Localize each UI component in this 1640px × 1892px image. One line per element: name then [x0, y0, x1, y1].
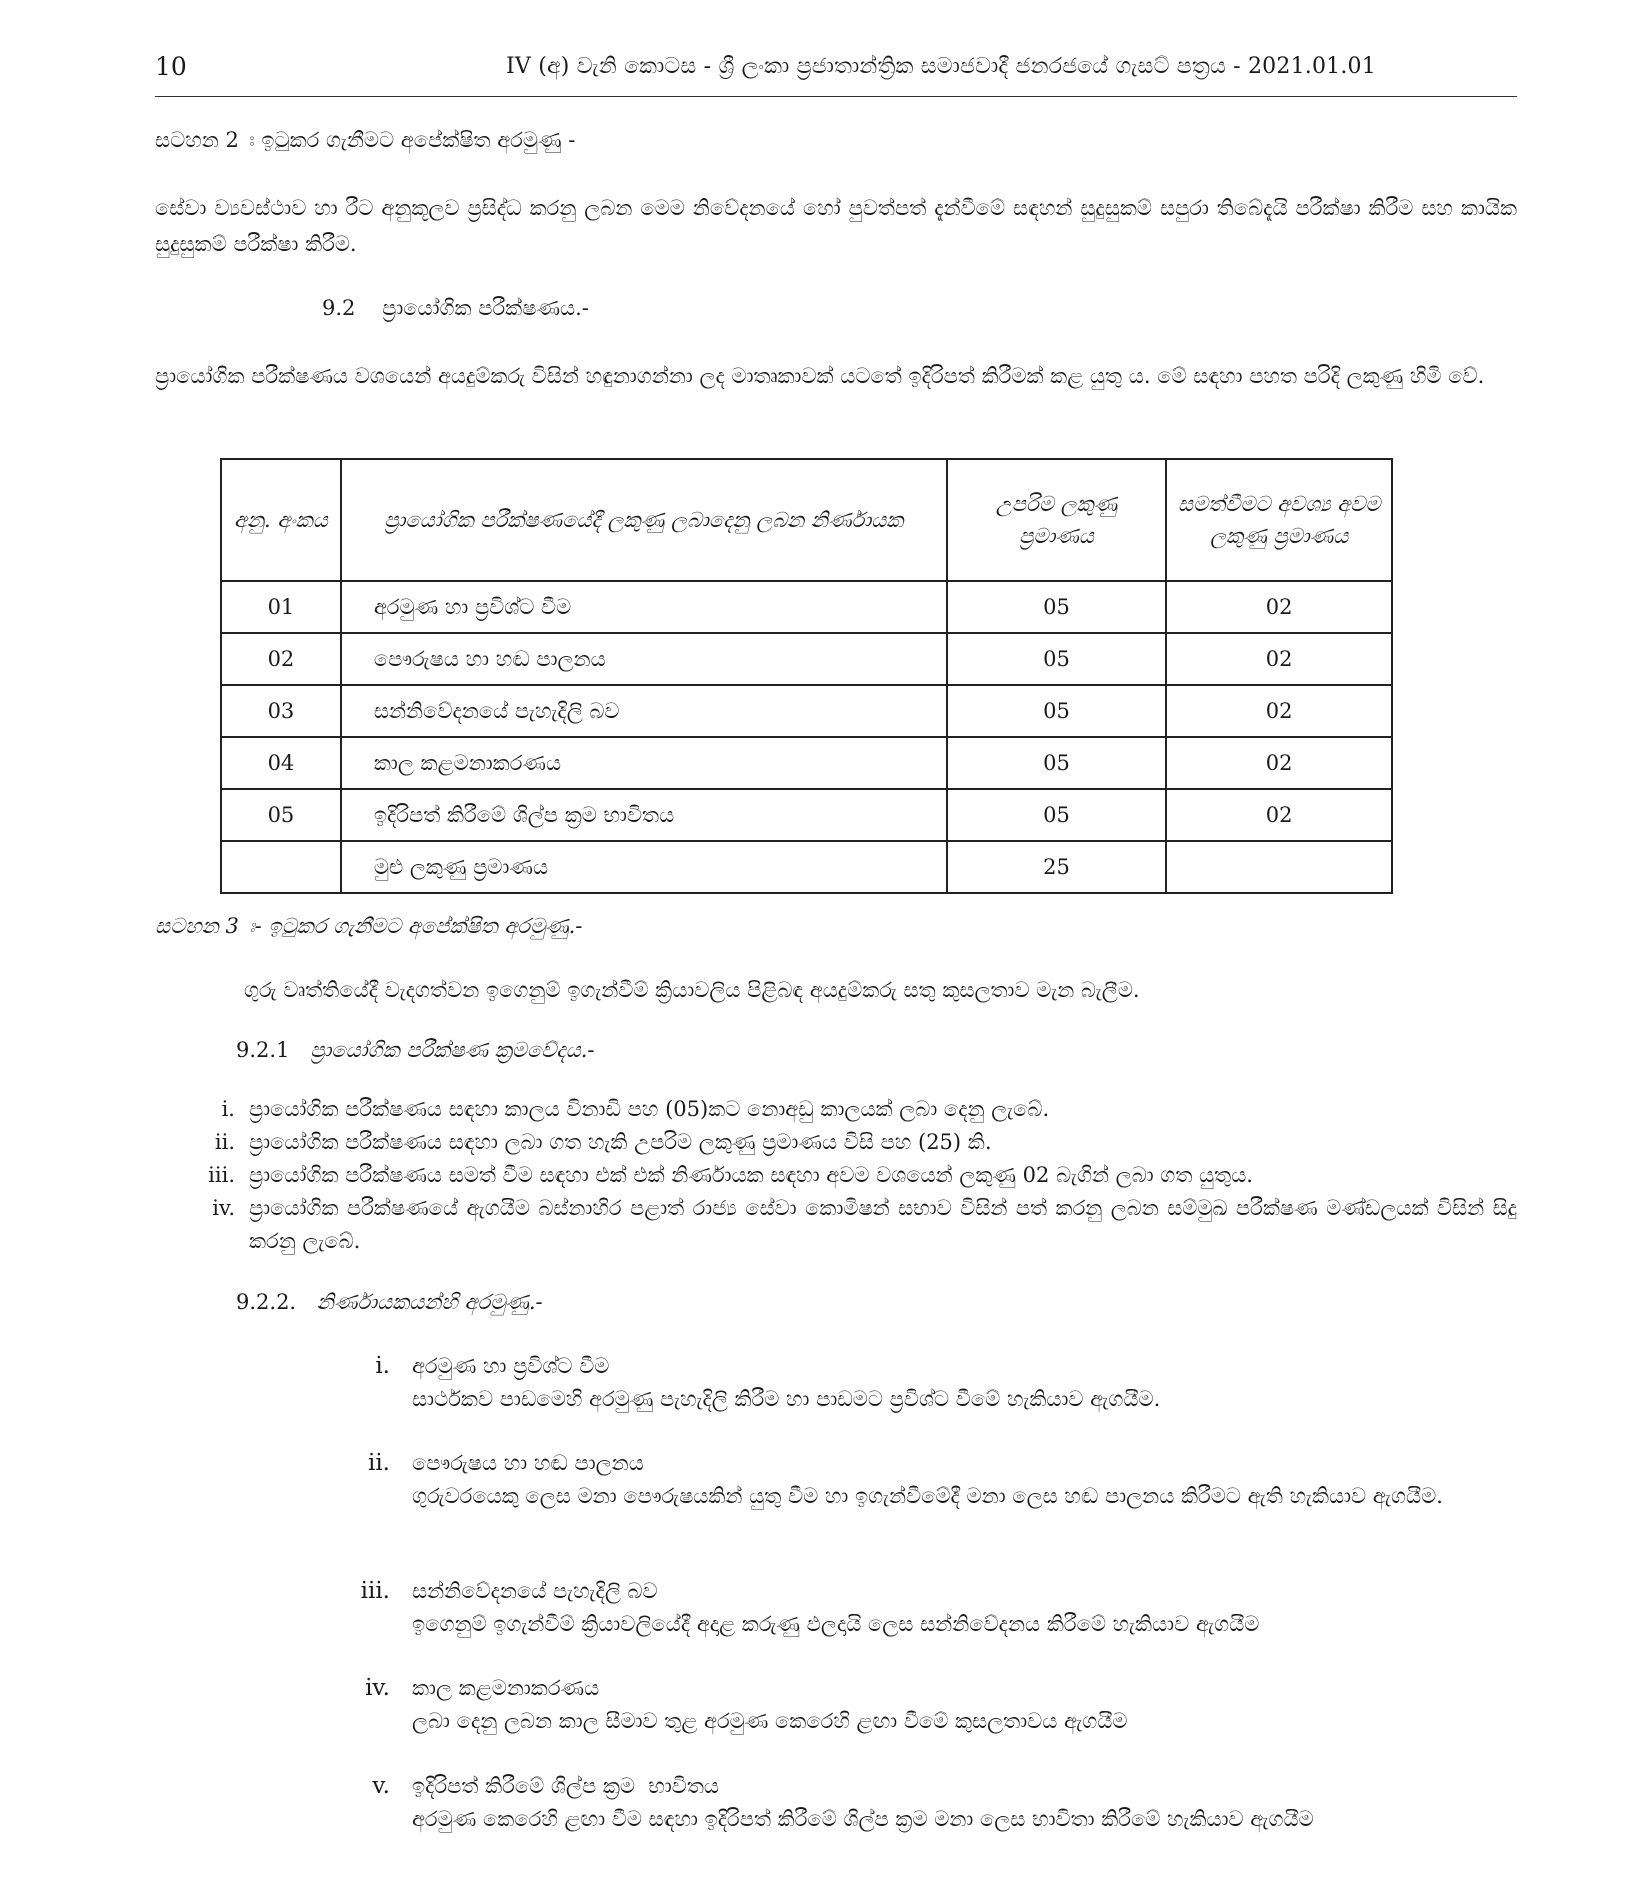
list-item-text: ප්‍රායෝගික පරීක්ෂණයේ ඇගයීම බස්නාහිර පළාත් රාජ්‍ය සේවා කොමිෂන් සභාව විසින් පත් කරනු ලබන සම්මුඛ පරීක්ෂණ මණ්ඩලයක් විසින් සිදු කරනු ලැබේ. [249, 1196, 1517, 1253]
list-item-text: ප්‍රායෝගික පරීක්ෂණය සමත් වීම සඳහා එක් එක් නිර්ණායක සඳහා අවම වශයෙන් ලකුණු 02 බැගින් ලබා ගත යුතුය. [249, 1163, 1253, 1187]
list-item-text: ප්‍රායෝගික පරීක්ෂණය සඳහා ලබා ගත හැකි උපරිම ලකුණු ප්‍රමාණය විසි පහ (25) කි. [249, 1130, 992, 1154]
table-row [221, 737, 1392, 789]
table-header-row [221, 459, 1392, 581]
cell-total-label: මුළු ලකුණු ප්‍රමාණය [341, 841, 947, 893]
section-9-2-1-heading [236, 1032, 594, 1068]
criteria-title: පෞරුෂය හා හඬ පාලනය [412, 1451, 644, 1475]
cell-min-marks: 02 [1166, 737, 1392, 789]
section-9-2-2-heading [236, 1284, 543, 1320]
criteria-title: ඉදිරිපත් කිරීමේ ශිල්ප ක්‍රම භාවිතය [412, 1774, 720, 1798]
criteria-item [330, 1770, 1517, 1836]
page-number: 10 [155, 52, 187, 81]
list-item [195, 1093, 1517, 1126]
cell-criteria: කාල කළමනාකරණය [341, 737, 947, 789]
cell-min-marks: 02 [1166, 685, 1392, 737]
note2-text: සේවා ව්‍යවස්ථාව හා රීට අනුකූලව ප්‍රසිද්ධ කරනු ලබන මෙම නිවේදනයේ හෝ පුවත්පත් දැන්වීමේ සඳහන් සුදුසුකම් සපුරා තිබේදැයි පරීක්ෂා කිරීම සහ කායික සුදුසුකම් පරීක්ෂා කිරීම. [155, 196, 1517, 256]
table-row [221, 633, 1392, 685]
cell-total-max-marks: 25 [947, 841, 1167, 893]
cell-serial: 05 [221, 789, 341, 841]
cell-criteria: සන්නිවේදනයේ පැහැදිලි බව [341, 685, 947, 737]
criteria-item [330, 1447, 1517, 1513]
list-item-number: iv. [212, 1196, 235, 1220]
page-header [155, 52, 1517, 97]
note3-heading: සටහන 3 ඃ- ඉටුකර ගැනීමට අපේක්ෂිත අරමුණු.- [155, 914, 583, 938]
criteria-item [330, 1575, 1517, 1641]
list-item-number: iii. [208, 1163, 235, 1187]
cell-serial: 01 [221, 581, 341, 633]
col-header-min-marks: සමත්වීමට අවශ්‍ය අවම ලකුණු ප්‍රමාණය [1166, 459, 1392, 581]
cell-max-marks: 05 [947, 633, 1167, 685]
criteria-description: සාර්ථකව පාඩමෙහි අරමුණු පැහැදිලි කිරීම හා පාඩමට ප්‍රවිශ්ට වීමේ හැකියාව ඇගයීම. [412, 1387, 1161, 1411]
section-title: නිර්ණායකයන්හි අරමුණු.- [316, 1290, 543, 1314]
header-title: IV (අ) වැනි කොටස - ශ්‍රී ලංකා ප්‍රජාතාන්ත්‍රික සමාජවාදී ජනරජයේ ගැසට් පත්‍රය - 2021.01.01 [506, 54, 1376, 79]
cell-max-marks: 05 [947, 581, 1167, 633]
section-9-2-text: ප්‍රායෝගික පරීක්ෂණය වශයෙන් අයදුම්කරු විසින් හඳුනාගන්නා ලද මාතෘකාවක් යටතේ ඉදිරිපත් කිරීමක් කළ යුතු ය. මේ සඳහා පහත පරිදි ලකුණු හිමි වේ. [155, 364, 1485, 388]
cell-min-marks: 02 [1166, 789, 1392, 841]
criteria-description: ගුරුවරයෙකු ලෙස මනා පෞරුෂයකින් යුතු වීම හා ඉගැන්වීමේදී මනා ලෙස හඬ පාලනය කිරීමට ඇති හැකියාව ඇගයීම. [412, 1484, 1443, 1508]
col-header-criteria: ප්‍රායෝගික පරීක්ෂණයේදී ලකුණු ලබාදෙනු ලබන නිර්ණායක [341, 459, 947, 581]
list-item [195, 1159, 1517, 1192]
note3-text: ගුරු වෘත්තියේදී වැදගත්වන ඉගෙනුම් ඉගැන්වීම් ක්‍රියාවලිය පිළිබඳ අයදුම්කරු සතු කුසලතාව මැන බැලීම. [244, 978, 1140, 1002]
table-total-row [221, 841, 1392, 893]
criteria-description: ලබා දෙනු ලබන කාල සීමාව තුළ අරමුණ කෙරෙහි ළඟා වීමේ කුසලතාවය ඇගයීම [412, 1709, 1128, 1733]
list-item-text: ප්‍රායෝගික පරීක්ෂණය සඳහා කාලය විනාඩි පහ (05)කට නොඅඩු කාලයක් ලබා දෙනු ලැබේ. [249, 1097, 1050, 1121]
section-title: ප්‍රායෝගික පරීක්ෂණ ක්‍රමවේදය.- [310, 1038, 595, 1062]
section-9-2-heading: 9.2 ප්‍රායෝගික පරීක්ෂණය.- [322, 296, 589, 320]
cell-serial: 03 [221, 685, 341, 737]
criteria-title: කාල කළමනාකරණය [412, 1676, 600, 1700]
criteria-item [330, 1672, 1517, 1738]
cell-max-marks: 05 [947, 789, 1167, 841]
criteria-item [330, 1350, 1517, 1416]
table-row [221, 789, 1392, 841]
list-item [195, 1126, 1517, 1159]
cell-serial: 04 [221, 737, 341, 789]
criteria-description: ඉගෙනුම් ඉගැන්වීම් ක්‍රියාවලියේදී අදාළ කරුණු ඵලදායි ලෙස සන්නිවේදනය කිරීමේ හැකියාව ඇගයීම [412, 1612, 1260, 1636]
table-row [221, 685, 1392, 737]
section-number: 9.2.1 [236, 1038, 290, 1062]
cell-criteria: ඉදිරිපත් කිරීමේ ශිල්ප ක්‍රම භාවිතය [341, 789, 947, 841]
col-header-serial: අනු. අංකය [221, 459, 341, 581]
list-item [195, 1192, 1517, 1258]
cell-serial: 02 [221, 633, 341, 685]
criteria-number: iii. [360, 1578, 390, 1604]
section-number: 9.2.2. [236, 1290, 297, 1314]
cell-criteria: පෞරුෂය හා හඬ පාලනය [341, 633, 947, 685]
criteria-title: අරමුණ හා ප්‍රවිශ්ට වීම [412, 1354, 610, 1378]
table-row [221, 581, 1392, 633]
list-item-number: i. [221, 1097, 235, 1121]
cell-min-marks: 02 [1166, 581, 1392, 633]
criteria-number: ii. [367, 1450, 390, 1476]
cell-criteria: අරමුණ හා ප්‍රවිශ්ට වීම [341, 581, 947, 633]
note2-heading: සටහන 2 ඃ ඉටුකර ගැනීමට අපේක්ෂිත අරමුණු - [155, 128, 576, 152]
method-list [195, 1093, 1517, 1258]
marks-table [220, 458, 1393, 894]
criteria-number: iv. [365, 1675, 390, 1701]
cell-max-marks: 05 [947, 737, 1167, 789]
cell-max-marks: 05 [947, 685, 1167, 737]
cell-serial [221, 841, 341, 893]
cell-min-marks [1166, 841, 1392, 893]
criteria-number: i. [375, 1353, 390, 1379]
cell-min-marks: 02 [1166, 633, 1392, 685]
list-item-number: ii. [214, 1130, 235, 1154]
col-header-max-marks: උපරිම ලකුණු ප්‍රමාණය [947, 459, 1167, 581]
criteria-title: සන්නිවේදනයේ පැහැදිලි බව [412, 1579, 658, 1603]
criteria-number: v. [372, 1773, 390, 1799]
criteria-description: අරමුණ කෙරෙහි ළඟා වීම සඳහා ඉදිරිපත් කිරීමේ ශිල්ප ක්‍රම මනා ලෙස භාවිතා කිරීමේ හැකියාව ඇගයීම [412, 1807, 1314, 1831]
